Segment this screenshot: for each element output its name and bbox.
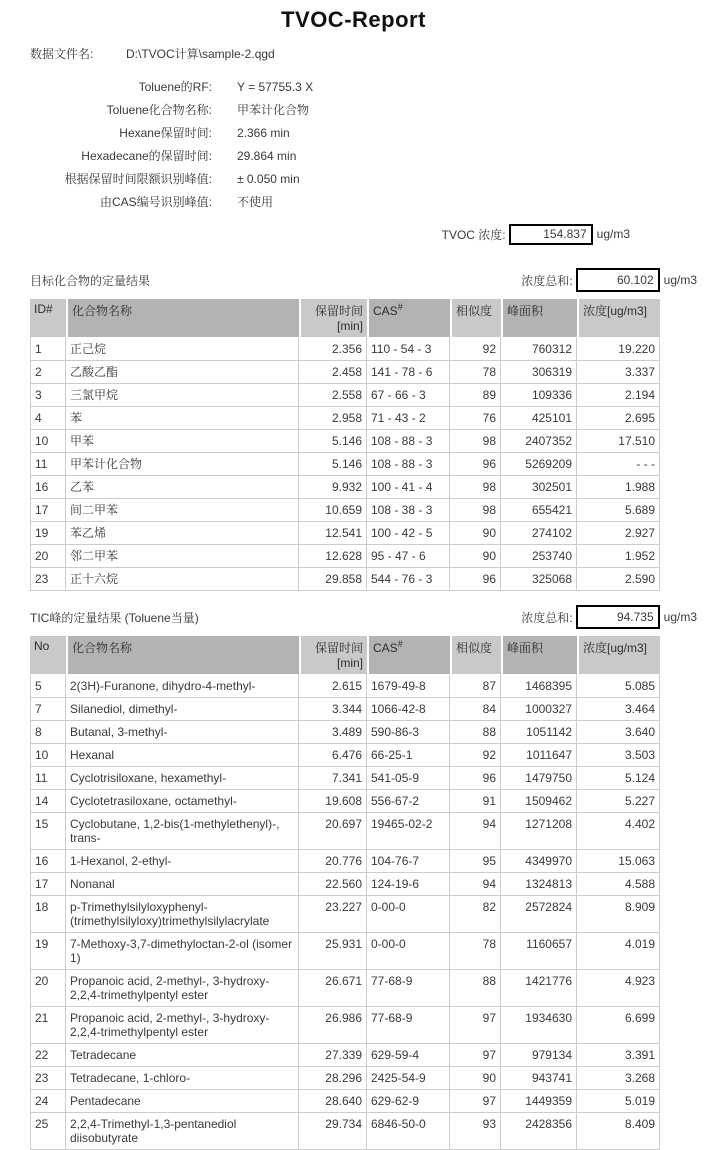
cell-compound-name: 正十六烷 [66, 568, 299, 591]
cell-compound-name: Silanediol, dimethyl- [66, 698, 299, 721]
cell-no: 5 [30, 674, 66, 698]
section-title-tic: TIC峰的定量结果 (Toluene当量) [30, 610, 199, 625]
table-row [30, 1067, 660, 1090]
cell-peak-area: 306319 [501, 361, 577, 384]
col-header-peak-area: 峰面积 [501, 636, 577, 674]
cell-peak-area: 1000327 [501, 698, 577, 721]
cell-retention-time: 7.341 [299, 767, 367, 790]
cell-id: 16 [30, 476, 66, 499]
cell-cas: 556-67-2 [367, 790, 450, 813]
cell-compound-name: 乙苯 [66, 476, 299, 499]
section-row-tic [0, 605, 707, 629]
table-row [30, 1090, 660, 1113]
cell-cas: 1679-49-8 [367, 674, 450, 698]
cell-retention-time: 27.339 [299, 1044, 367, 1067]
table-row [30, 933, 660, 970]
table-row [30, 361, 660, 384]
cell-concentration: 2.590 [577, 568, 660, 591]
cell-similarity: 92 [450, 744, 501, 767]
cell-retention-time: 2.458 [299, 361, 367, 384]
cell-concentration: 3.640 [577, 721, 660, 744]
cell-retention-time: 2.558 [299, 384, 367, 407]
col-header-no: No [30, 636, 66, 674]
param-label: Hexane保留时间: [119, 126, 212, 140]
cell-similarity: 94 [450, 813, 501, 850]
param-value: ± 0.050 min [237, 172, 300, 186]
cell-similarity: 91 [450, 790, 501, 813]
table-header-row [30, 299, 660, 337]
cell-cas: 544 - 76 - 3 [367, 568, 450, 591]
cell-peak-area: 274102 [501, 522, 577, 545]
cell-concentration: 2.927 [577, 522, 660, 545]
cell-retention-time: 19.608 [299, 790, 367, 813]
data-file-value: D:\TVOC计算\sample-2.qgd [126, 47, 275, 61]
cell-no: 7 [30, 698, 66, 721]
cell-no: 15 [30, 813, 66, 850]
cell-cas: 124-19-6 [367, 873, 450, 896]
table-row [30, 1044, 660, 1067]
param-row [0, 191, 707, 214]
cell-cas: 95 - 47 - 6 [367, 545, 450, 568]
cell-retention-time: 2.356 [299, 337, 367, 361]
cell-cas: 66-25-1 [367, 744, 450, 767]
cell-compound-name: p-Trimethylsilyloxyphenyl-(trimethylsilyloxy)trimethylsilylacrylate [66, 896, 299, 933]
target-compounds-table [30, 299, 660, 591]
cell-no: 11 [30, 767, 66, 790]
table-row [30, 384, 660, 407]
cell-no: 20 [30, 970, 66, 1007]
cell-peak-area: 109336 [501, 384, 577, 407]
table-row [30, 790, 660, 813]
table-row [30, 767, 660, 790]
cell-cas: 77-68-9 [367, 970, 450, 1007]
cell-concentration: 3.268 [577, 1067, 660, 1090]
cell-similarity: 98 [450, 476, 501, 499]
cell-cas: 77-68-9 [367, 1007, 450, 1044]
cell-id: 3 [30, 384, 66, 407]
cell-cas: 2425-54-9 [367, 1067, 450, 1090]
cell-no: 16 [30, 850, 66, 873]
section-title-targets: 目标化合物的定量结果 [30, 273, 151, 288]
cell-concentration: 5.019 [577, 1090, 660, 1113]
table-row [30, 970, 660, 1007]
col-header-cas: CAS# [367, 636, 450, 674]
table-row [30, 545, 660, 568]
cell-compound-name: Butanal, 3-methyl- [66, 721, 299, 744]
col-header-peak-area: 峰面积 [501, 299, 577, 337]
cell-concentration: 15.063 [577, 850, 660, 873]
table-row [30, 873, 660, 896]
table-row [30, 850, 660, 873]
cell-similarity: 90 [450, 545, 501, 568]
col-header-compound-name: 化合物名称 [66, 636, 299, 674]
cell-compound-name: 7-Methoxy-3,7-dimethyloctan-2-ol (isomer 1) [66, 933, 299, 970]
cell-concentration: 5.227 [577, 790, 660, 813]
cell-retention-time: 2.958 [299, 407, 367, 430]
cell-compound-name: Hexanal [66, 744, 299, 767]
cell-similarity: 88 [450, 970, 501, 1007]
cell-cas: 1066-42-8 [367, 698, 450, 721]
col-header-concentration: 浓度[ug/m3] [577, 636, 660, 674]
cell-concentration: 3.391 [577, 1044, 660, 1067]
table-row [30, 476, 660, 499]
cell-peak-area: 1271208 [501, 813, 577, 850]
cell-concentration: 2.695 [577, 407, 660, 430]
cell-retention-time: 29.734 [299, 1113, 367, 1150]
col-header-id: ID# [30, 299, 66, 337]
col-header-similarity: 相似度 [450, 299, 501, 337]
cell-cas: 0-00-0 [367, 933, 450, 970]
cell-retention-time: 23.227 [299, 896, 367, 933]
cell-retention-time: 28.640 [299, 1090, 367, 1113]
cell-compound-name: Propanoic acid, 2-methyl-, 3-hydroxy-2,2,4-trimethylpentyl ester [66, 970, 299, 1007]
cell-peak-area: 1160657 [501, 933, 577, 970]
param-label: Toluene的RF: [138, 80, 212, 94]
table-row [30, 337, 660, 361]
col-header-concentration: 浓度[ug/m3] [577, 299, 660, 337]
cell-peak-area: 1509462 [501, 790, 577, 813]
param-label: 由CAS编号识别峰值: [99, 195, 212, 209]
sum-unit: ug/m3 [663, 273, 697, 287]
cell-cas: 629-62-9 [367, 1090, 450, 1113]
cell-id: 4 [30, 407, 66, 430]
cell-peak-area: 760312 [501, 337, 577, 361]
cell-peak-area: 2572824 [501, 896, 577, 933]
cell-compound-name: 苯 [66, 407, 299, 430]
cell-concentration: 1.988 [577, 476, 660, 499]
cell-concentration: 8.909 [577, 896, 660, 933]
table-row [30, 1007, 660, 1044]
cell-peak-area: 2407352 [501, 430, 577, 453]
cell-concentration: 2.194 [577, 384, 660, 407]
cell-similarity: 98 [450, 499, 501, 522]
cell-peak-area: 325068 [501, 568, 577, 591]
cell-concentration: 4.923 [577, 970, 660, 1007]
sum-value-box: 60.102 [576, 268, 660, 292]
col-header-retention-time: 保留时间 [min] [299, 299, 367, 337]
cell-compound-name: 苯乙烯 [66, 522, 299, 545]
table-row [30, 698, 660, 721]
cell-retention-time: 9.932 [299, 476, 367, 499]
cell-peak-area: 1468395 [501, 674, 577, 698]
cell-similarity: 90 [450, 1067, 501, 1090]
cell-similarity: 78 [450, 933, 501, 970]
data-file-row [0, 45, 707, 62]
cell-retention-time: 6.476 [299, 744, 367, 767]
cell-id: 1 [30, 337, 66, 361]
cell-retention-time: 5.146 [299, 453, 367, 476]
cell-compound-name: Nonanal [66, 873, 299, 896]
param-value: 不使用 [237, 195, 274, 209]
param-value: Y = 57755.3 X [237, 80, 314, 94]
cell-retention-time: 26.986 [299, 1007, 367, 1044]
cell-id: 2 [30, 361, 66, 384]
col-header-compound-name: 化合物名称 [66, 299, 299, 337]
cell-similarity: 90 [450, 522, 501, 545]
cell-concentration: 3.503 [577, 744, 660, 767]
param-label: Toluene化合物名称: [106, 103, 212, 117]
cell-compound-name: Cyclotrisiloxane, hexamethyl- [66, 767, 299, 790]
cell-peak-area: 1934630 [501, 1007, 577, 1044]
parameter-list [0, 76, 707, 214]
cell-peak-area: 253740 [501, 545, 577, 568]
table-row [30, 430, 660, 453]
section-row-targets [0, 268, 707, 292]
table-row [30, 499, 660, 522]
param-label: 根据保留时间限额识别峰值: [64, 172, 212, 186]
table-row [30, 407, 660, 430]
cell-compound-name: 乙酸乙酯 [66, 361, 299, 384]
tvoc-concentration-row [0, 222, 707, 246]
table-row [30, 568, 660, 591]
cell-peak-area: 1051142 [501, 721, 577, 744]
cell-similarity: 88 [450, 721, 501, 744]
cell-cas: 590-86-3 [367, 721, 450, 744]
tvoc-concentration-label: TVOC 浓度: [441, 227, 506, 242]
cell-peak-area: 1324813 [501, 873, 577, 896]
table-row [30, 674, 660, 698]
cell-no: 17 [30, 873, 66, 896]
cell-concentration: - - - [577, 453, 660, 476]
cell-peak-area: 1011647 [501, 744, 577, 767]
cell-peak-area: 655421 [501, 499, 577, 522]
col-header-retention-time: 保留时间 [min] [299, 636, 367, 674]
sum-label: 浓度总和: [521, 610, 573, 625]
cell-retention-time: 2.615 [299, 674, 367, 698]
param-label: Hexadecane的保留时间: [81, 149, 212, 163]
table-row [30, 1113, 660, 1150]
cell-no: 24 [30, 1090, 66, 1113]
cell-retention-time: 25.931 [299, 933, 367, 970]
cell-similarity: 82 [450, 896, 501, 933]
cell-no: 10 [30, 744, 66, 767]
cell-no: 19 [30, 933, 66, 970]
col-header-cas: CAS# [367, 299, 450, 337]
cell-retention-time: 29.858 [299, 568, 367, 591]
cell-concentration: 5.124 [577, 767, 660, 790]
cell-peak-area: 2428356 [501, 1113, 577, 1150]
cell-compound-name: 2(3H)-Furanone, dihydro-4-methyl- [66, 674, 299, 698]
table-row [30, 813, 660, 850]
cell-retention-time: 28.296 [299, 1067, 367, 1090]
cell-compound-name: Cyclotetrasiloxane, octamethyl- [66, 790, 299, 813]
param-row [0, 76, 707, 99]
cell-concentration: 19.220 [577, 337, 660, 361]
param-value: 2.366 min [237, 126, 290, 140]
cell-peak-area: 425101 [501, 407, 577, 430]
table-row [30, 896, 660, 933]
sum-value-box: 94.735 [576, 605, 660, 629]
cell-similarity: 87 [450, 674, 501, 698]
tvoc-concentration-unit: ug/m3 [596, 227, 630, 241]
cell-retention-time: 10.659 [299, 499, 367, 522]
page-title: TVOC-Report [281, 7, 426, 32]
cell-concentration: 3.337 [577, 361, 660, 384]
param-row [0, 168, 707, 191]
cell-similarity: 95 [450, 850, 501, 873]
cell-peak-area: 4349970 [501, 850, 577, 873]
cell-retention-time: 20.776 [299, 850, 367, 873]
cell-peak-area: 979134 [501, 1044, 577, 1067]
cell-no: 23 [30, 1067, 66, 1090]
cell-cas: 104-76-7 [367, 850, 450, 873]
cell-compound-name: 三氯甲烷 [66, 384, 299, 407]
cell-cas: 108 - 88 - 3 [367, 453, 450, 476]
cell-cas: 19465-02-2 [367, 813, 450, 850]
cell-concentration: 3.464 [577, 698, 660, 721]
table-row [30, 721, 660, 744]
param-row [0, 145, 707, 168]
cell-cas: 141 - 78 - 6 [367, 361, 450, 384]
cell-cas: 71 - 43 - 2 [367, 407, 450, 430]
cell-compound-name: Tetradecane [66, 1044, 299, 1067]
cell-retention-time: 12.541 [299, 522, 367, 545]
cell-id: 11 [30, 453, 66, 476]
cell-retention-time: 26.671 [299, 970, 367, 1007]
cell-cas: 100 - 42 - 5 [367, 522, 450, 545]
cell-id: 19 [30, 522, 66, 545]
cell-similarity: 97 [450, 1044, 501, 1067]
cell-no: 14 [30, 790, 66, 813]
cell-peak-area: 5269209 [501, 453, 577, 476]
data-file-label: 数据文件名: [30, 47, 94, 61]
cell-similarity: 97 [450, 1007, 501, 1044]
cell-peak-area: 302501 [501, 476, 577, 499]
cell-compound-name: 正己烷 [66, 337, 299, 361]
cell-cas: 0-00-0 [367, 896, 450, 933]
cell-compound-name: 邻二甲苯 [66, 545, 299, 568]
cell-id: 17 [30, 499, 66, 522]
cell-concentration: 6.699 [577, 1007, 660, 1044]
table-row [30, 744, 660, 767]
cell-similarity: 92 [450, 337, 501, 361]
cell-cas: 541-05-9 [367, 767, 450, 790]
col-header-similarity: 相似度 [450, 636, 501, 674]
cell-similarity: 96 [450, 453, 501, 476]
cell-compound-name: Cyclobutane, 1,2-bis(1-methylethenyl)-, trans- [66, 813, 299, 850]
cell-similarity: 98 [450, 430, 501, 453]
cell-id: 10 [30, 430, 66, 453]
cell-cas: 6846-50-0 [367, 1113, 450, 1150]
cell-similarity: 94 [450, 873, 501, 896]
cell-concentration: 4.588 [577, 873, 660, 896]
cell-id: 23 [30, 568, 66, 591]
cell-cas: 110 - 54 - 3 [367, 337, 450, 361]
cell-concentration: 5.085 [577, 674, 660, 698]
cell-concentration: 4.402 [577, 813, 660, 850]
cell-retention-time: 12.628 [299, 545, 367, 568]
cell-concentration: 5.689 [577, 499, 660, 522]
cell-retention-time: 22.560 [299, 873, 367, 896]
sum-unit: ug/m3 [663, 610, 697, 624]
cell-concentration: 1.952 [577, 545, 660, 568]
table-header-row [30, 636, 660, 674]
cell-concentration: 8.409 [577, 1113, 660, 1150]
cell-cas: 108 - 88 - 3 [367, 430, 450, 453]
cell-no: 22 [30, 1044, 66, 1067]
cell-cas: 100 - 41 - 4 [367, 476, 450, 499]
cell-cas: 108 - 38 - 3 [367, 499, 450, 522]
cell-similarity: 93 [450, 1113, 501, 1150]
cell-compound-name: Tetradecane, 1-chloro- [66, 1067, 299, 1090]
cell-peak-area: 1479750 [501, 767, 577, 790]
sum-label: 浓度总和: [521, 273, 573, 288]
tvoc-concentration-value-box: 154.837 [509, 224, 593, 245]
cell-similarity: 78 [450, 361, 501, 384]
cell-no: 25 [30, 1113, 66, 1150]
cell-similarity: 89 [450, 384, 501, 407]
tic-peaks-table [30, 636, 660, 1150]
cell-retention-time: 3.489 [299, 721, 367, 744]
cell-compound-name: Propanoic acid, 2-methyl-, 3-hydroxy-2,2,4-trimethylpentyl ester [66, 1007, 299, 1044]
cell-similarity: 96 [450, 568, 501, 591]
cell-compound-name: 1-Hexanol, 2-ethyl- [66, 850, 299, 873]
table-row [30, 522, 660, 545]
cell-peak-area: 1421776 [501, 970, 577, 1007]
cell-cas: 67 - 66 - 3 [367, 384, 450, 407]
cell-similarity: 76 [450, 407, 501, 430]
param-row [0, 99, 707, 122]
cell-concentration: 17.510 [577, 430, 660, 453]
cell-peak-area: 943741 [501, 1067, 577, 1090]
cell-no: 8 [30, 721, 66, 744]
cell-compound-name: 2,2,4-Trimethyl-1,3-pentanediol diisobutyrate [66, 1113, 299, 1150]
cell-cas: 629-59-4 [367, 1044, 450, 1067]
cell-id: 20 [30, 545, 66, 568]
cell-compound-name: 甲苯计化合物 [66, 453, 299, 476]
cell-similarity: 96 [450, 767, 501, 790]
cell-no: 21 [30, 1007, 66, 1044]
cell-compound-name: 间二甲苯 [66, 499, 299, 522]
cell-retention-time: 3.344 [299, 698, 367, 721]
cell-concentration: 4.019 [577, 933, 660, 970]
cell-similarity: 97 [450, 1090, 501, 1113]
cell-peak-area: 1449359 [501, 1090, 577, 1113]
param-value: 甲苯计化合物 [237, 103, 310, 117]
table-row [30, 453, 660, 476]
cell-compound-name: Pentadecane [66, 1090, 299, 1113]
cell-retention-time: 20.697 [299, 813, 367, 850]
param-value: 29.864 min [237, 149, 297, 163]
param-row [0, 122, 707, 145]
cell-no: 18 [30, 896, 66, 933]
cell-retention-time: 5.146 [299, 430, 367, 453]
cell-compound-name: 甲苯 [66, 430, 299, 453]
cell-similarity: 84 [450, 698, 501, 721]
